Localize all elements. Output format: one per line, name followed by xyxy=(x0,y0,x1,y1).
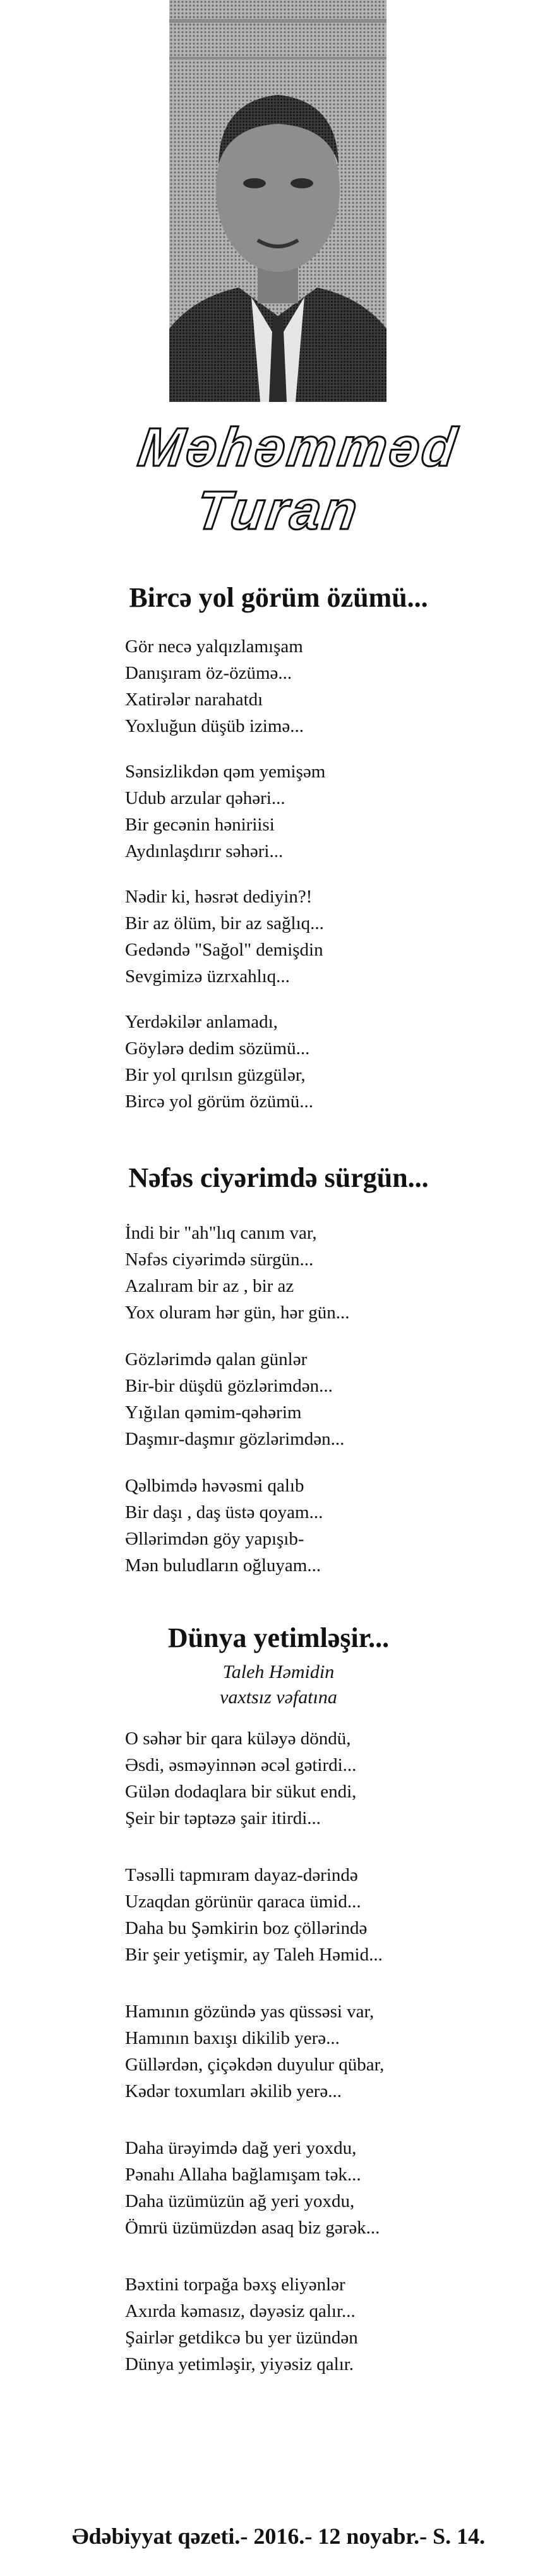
stanza xyxy=(125,1998,517,2105)
stanza xyxy=(125,884,517,990)
poem-title: Dünya yetimləşir... xyxy=(167,1622,390,1653)
poem-line: Əsdi, əsməyinnən əcəl gətirdi... xyxy=(125,1755,357,1775)
poem-title: Bircə yol görüm özümü... xyxy=(129,582,428,613)
stanza xyxy=(125,758,517,865)
poem-line: Danışıram öz-özümə... xyxy=(125,663,292,683)
source-citation: Ədəbiyyat qəzeti.- 2016.- 12 noyabr.- S. 14. xyxy=(71,2524,486,2549)
poem-line: Təsəlli tapmıram dayaz-dərində xyxy=(125,1865,358,1885)
poem-line: Xatirələr narahatdı xyxy=(125,690,263,710)
poem-line: Daha üzümüzün ağ yeri yoxdu, xyxy=(125,2191,355,2211)
stanza xyxy=(125,1346,517,1452)
poem-line: Bir daşı , daş üstə qoyam... xyxy=(125,1502,323,1522)
poem-line: Hamının baxışı dikilib yerə... xyxy=(125,2028,340,2048)
poem-line: Əllərimdən göy yapışıb- xyxy=(125,1529,304,1549)
stanza xyxy=(125,2135,517,2241)
stanza xyxy=(125,2271,517,2378)
poem-line: Mən buludların oğluyam... xyxy=(125,1555,321,1576)
poem-line: Bəxtini torpağa bəxş eliyənlər xyxy=(125,2275,345,2295)
poem-line: Yığılan qəmim-qəhərim xyxy=(125,1402,302,1423)
poem-line: Yerdəkilər anlamadı, xyxy=(125,1012,278,1032)
poem-line: Hamının gözündə yas qüssəsi var, xyxy=(125,2002,374,2022)
poem-line: Şeir bir təptəzə şair itirdi... xyxy=(125,1808,321,1828)
poem-line: Daha ürəyimdə dağ yeri yoxdu, xyxy=(125,2138,357,2158)
poem-line: Dünya yetimləşir, yiyəsiz qalır. xyxy=(125,2354,354,2374)
stanza xyxy=(125,1473,517,1579)
poem-line: Sevgimizə üzrxahlıq... xyxy=(125,966,290,987)
poem-line: Qəlbimdə həvəsmi qalıb xyxy=(125,1476,304,1496)
poem-line: İndi bir "ah"lıq canım var, xyxy=(125,1223,317,1243)
poem-line: Gülən dodaqlara bir sükut endi, xyxy=(125,1782,357,1802)
poem-title: Nəfəs ciyərimdə sürgün... xyxy=(128,1162,429,1193)
poem-line: Gör necə yalqızlamışam xyxy=(125,636,303,657)
poem-dedication: Taleh Həmidin xyxy=(222,1662,335,1682)
stanza xyxy=(125,1725,517,1832)
poem-line: Güllərdən, çiçəkdən duyulur qübar, xyxy=(125,2055,385,2075)
stanza xyxy=(125,1009,517,1115)
poem-line: Gedəndə "Sağol" demişdin xyxy=(125,940,323,960)
poem-line: Azalıram bir az , bir az xyxy=(125,1276,294,1296)
poem-line: Udub arzular qəhəri... xyxy=(125,788,285,808)
poem-line: Pənahı Allaha bağlamışam tək... xyxy=(125,2165,361,2185)
poem-line: Bircə yol görüm özümü... xyxy=(125,1091,314,1112)
poem-line: Axırda kəmasız, dəyəsiz qalır... xyxy=(125,2301,356,2321)
poem-line: Kədər toxumları əkilib yerə... xyxy=(125,2081,342,2101)
poem-line: Ömrü üzümüzdən asaq biz gərək... xyxy=(125,2218,380,2238)
poem-line: Uzaqdan görünür qaraca ümid... xyxy=(125,1892,361,1912)
poem-line: O səhər bir qara küləyə döndü, xyxy=(125,1728,351,1749)
stanza xyxy=(125,1220,517,1326)
poem-line: Sənsizlikdən qəm yemişəm xyxy=(125,762,326,782)
poem-line: Gözlərimdə qalan günlər xyxy=(125,1349,308,1370)
poem-line: Bir gecənin həniriisi xyxy=(125,815,275,835)
poem-line: Yox oluram hər gün, hər gün... xyxy=(125,1303,350,1323)
poem-line: Şairlər getdikcə bu yer üzündən xyxy=(125,2328,358,2348)
stanza xyxy=(125,1862,517,1968)
poem-line: Bir az ölüm, bir az sağlıq... xyxy=(125,913,324,933)
poem-dedication: vaxtsız vəfatına xyxy=(220,1687,337,1708)
author-last-name: Turan xyxy=(192,480,364,541)
poem-line: Bir yol qırılsın güzgülər, xyxy=(125,1065,306,1085)
poem-line: Göylərə dedim sözümü... xyxy=(125,1038,310,1059)
author-first-name: Məhəmməd xyxy=(135,417,462,478)
poem-line: Daşmır-daşmır gözlərimdən... xyxy=(125,1429,345,1449)
poem-line: Aydınlaşdırır səhəri... xyxy=(125,841,284,861)
poem-line: Bir-bir düşdü gözlərimdən... xyxy=(125,1376,333,1396)
author-portrait-photo xyxy=(169,0,386,402)
stanza xyxy=(125,633,517,739)
poem-line: Nəfəs ciyərimdə sürgün... xyxy=(125,1249,314,1270)
poem-line: Nədir ki, həsrət dediyin?! xyxy=(125,887,313,907)
poem-line: Bir şeir yetişmir, ay Taleh Həmid... xyxy=(125,1945,383,1965)
poem-line: Yoxluğun düşüb izimə... xyxy=(125,716,304,736)
poem-line: Daha bu Şəmkirin boz çöllərində xyxy=(125,1918,368,1938)
